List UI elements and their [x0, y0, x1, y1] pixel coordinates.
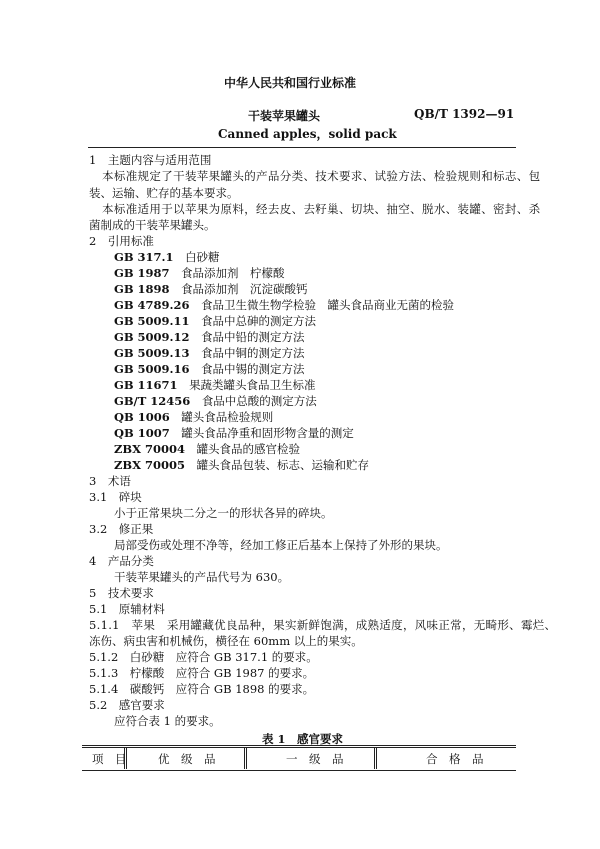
reference-title: 食品中铅的测定方法	[201, 330, 305, 344]
table-column-divider	[124, 747, 127, 769]
sec5-1-heading: 5.1 原辅材料	[89, 602, 165, 616]
reference-title: 罐头食品的感官检验	[196, 442, 301, 456]
title-en: Canned apples，solid pack	[218, 127, 397, 141]
reference-item	[114, 361, 305, 377]
reference-item	[114, 297, 454, 313]
reference-code: QB 1006	[114, 410, 170, 424]
sec1-heading: 1 主题内容与适用范围	[89, 153, 212, 167]
sec5-1-2: 5.1.2 白砂糖 应符合 GB 317.1 的要求。	[89, 650, 318, 664]
reference-item	[114, 265, 285, 281]
term-3-1-heading: 3.1 碎块	[89, 490, 142, 504]
reference-code: QB 1007	[114, 426, 170, 440]
reference-code: GB 5009.12	[114, 330, 190, 344]
sec4-text: 干装苹果罐头的产品代号为 630。	[114, 570, 290, 584]
sec5-1-1-line1: 5.1.1 苹果 采用罐藏优良品种，果实新鲜饱满，成熟适度，风味正常，无畸形、霉烂、	[89, 618, 557, 632]
reference-title: 果蔬类罐头食品卫生标准	[189, 378, 316, 392]
reference-item	[114, 425, 354, 441]
table-header-bottom-border	[82, 770, 516, 771]
sec1-para2-line1: 本标准适用于以苹果为原料，经去皮、去籽巢、切块、抽空、脱水、装罐、密封、杀	[102, 202, 541, 216]
reference-title: 罐头食品检验规则	[181, 410, 274, 424]
reference-title: 食品添加剂 沉淀碳酸钙	[181, 282, 308, 296]
reference-code: GB 317.1	[114, 250, 174, 264]
reference-code: GB 11671	[114, 378, 178, 392]
term-3-1-text: 小于正常果块二分之一的形状各异的碎块。	[114, 506, 333, 520]
reference-title: 罐头食品包装、标志、运输和贮存	[196, 458, 370, 472]
title-cn: 干装苹果罐头	[248, 109, 321, 123]
term-3-2-text: 局部受伤或处理不净等，经加工修正后基本上保持了外形的果块。	[114, 538, 448, 552]
reference-code: GB 5009.16	[114, 362, 190, 376]
reference-code: GB 5009.11	[114, 314, 190, 328]
table-caption: 表 1 感官要求	[262, 732, 344, 746]
reference-item	[114, 345, 305, 361]
sec1-para1-line2: 装、运输、贮存的基本要求。	[89, 186, 239, 200]
reference-item	[114, 457, 369, 473]
table-header-cell: 优 级 品	[158, 752, 216, 766]
reference-title: 白砂糖	[185, 250, 220, 264]
sec5-heading: 5 技术要求	[89, 586, 154, 600]
sec5-1-4: 5.1.4 碳酸钙 应符合 GB 1898 的要求。	[89, 682, 315, 696]
reference-item	[114, 409, 273, 425]
reference-code: GB/T 12456	[114, 394, 191, 408]
table-header-cell: 合 格 品	[426, 752, 484, 766]
standard-number: QB/T 1392—91	[414, 107, 515, 121]
reference-code: GB 1987	[114, 266, 170, 280]
sec5-1-3: 5.1.3 柠檬酸 应符合 GB 1987 的要求。	[89, 666, 315, 680]
reference-title: 食品中锡的测定方法	[201, 362, 305, 376]
term-3-2-heading: 3.2 修正果	[89, 522, 154, 536]
reference-item	[114, 281, 308, 297]
sec5-1-1-line2: 冻伤、病虫害和机械伤，横径在 60mm 以上的果实。	[89, 634, 363, 648]
reference-code: GB 4789.26	[114, 298, 190, 312]
table-header-cell: 一 级 品	[286, 752, 344, 766]
reference-code: GB 1898	[114, 282, 170, 296]
reference-title: 食品中总砷的测定方法	[201, 314, 317, 328]
reference-code: ZBX 70004	[114, 442, 186, 456]
sec5-2-heading: 5.2 感官要求	[89, 698, 165, 712]
reference-title: 食品卫生微生物学检验 罐头食品商业无菌的检验	[201, 298, 455, 312]
header-divider	[88, 147, 516, 148]
reference-item	[114, 249, 220, 265]
reference-code: ZBX 70005	[114, 458, 186, 472]
sec2-heading: 2 引用标准	[89, 234, 154, 248]
reference-title: 罐头食品净重和固形物含量的测定	[181, 426, 354, 440]
sec5-2-text: 应符合表 1 的要求。	[114, 714, 221, 728]
table-column-divider	[374, 747, 377, 769]
sec4-heading: 4 产品分类	[89, 554, 154, 568]
reference-code: GB 5009.13	[114, 346, 190, 360]
reference-item	[114, 441, 300, 457]
reference-title: 食品添加剂 柠檬酸	[181, 266, 285, 280]
issuing-org: 中华人民共和国行业标准	[224, 76, 357, 90]
reference-title: 食品中总酸的测定方法	[201, 394, 317, 408]
reference-title: 食品中铜的测定方法	[201, 346, 305, 360]
reference-item	[114, 393, 317, 409]
table-column-divider	[244, 747, 247, 769]
sec3-heading: 3 术语	[89, 474, 131, 488]
sec1-para2-line2: 菌制成的干装苹果罐头。	[89, 218, 216, 232]
reference-item	[114, 329, 305, 345]
table-top-border	[82, 745, 516, 748]
sec1-para1-line1: 本标准规定了干装苹果罐头的产品分类、技术要求、试验方法、检验规则和标志、包	[102, 169, 541, 183]
reference-item	[114, 377, 316, 393]
table-header-cell: 项 目	[92, 752, 127, 766]
reference-item	[114, 313, 316, 329]
